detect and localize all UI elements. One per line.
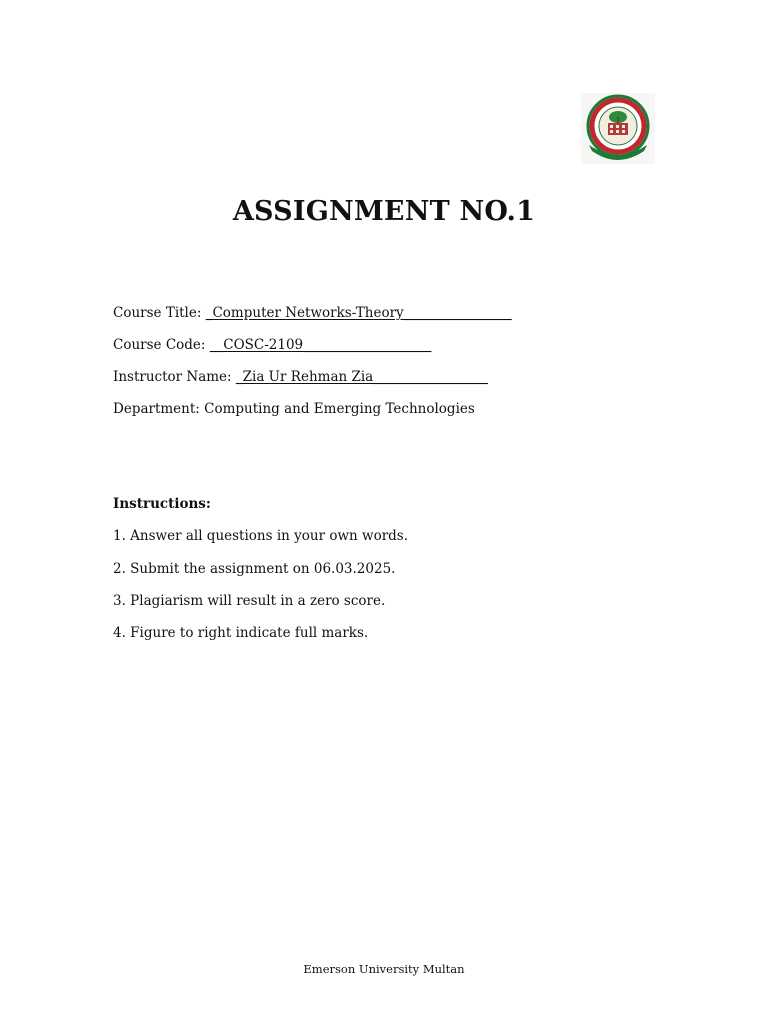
instruction-item: 3. Plagiarism will result in a zero score. <box>113 593 386 609</box>
instruction-item: 2. Submit the assignment on 06.03.2025. <box>113 561 396 577</box>
university-logo <box>581 93 655 164</box>
department-line <box>113 400 475 418</box>
instructor-line <box>113 368 488 386</box>
department-value: Computing and Emerging Technologies <box>204 401 475 417</box>
university-seal-icon <box>581 93 655 164</box>
instruction-item: 1. Answer all questions in your own words. <box>113 528 409 544</box>
course-title-line <box>113 304 512 322</box>
instructor-value: _Zia Ur Rehman Zia_________________ <box>235 369 488 385</box>
instruction-item: 4. Figure to right indicate full marks. <box>113 625 369 641</box>
course-code-line <box>113 336 431 354</box>
course-code-value: __COSC-2109___________________ <box>209 337 432 353</box>
instructions-heading: Instructions: <box>113 496 211 512</box>
department-label: Department: <box>113 401 205 417</box>
page-footer: Emerson University Multan <box>303 962 465 976</box>
course-code-label: Course Code: <box>113 337 210 353</box>
page-title: ASSIGNMENT NO.1 <box>232 196 536 227</box>
instructor-label: Instructor Name: <box>113 369 236 385</box>
course-title-label: Course Title: <box>113 305 206 321</box>
course-title-value: _Computer Networks-Theory________________ <box>205 305 512 321</box>
